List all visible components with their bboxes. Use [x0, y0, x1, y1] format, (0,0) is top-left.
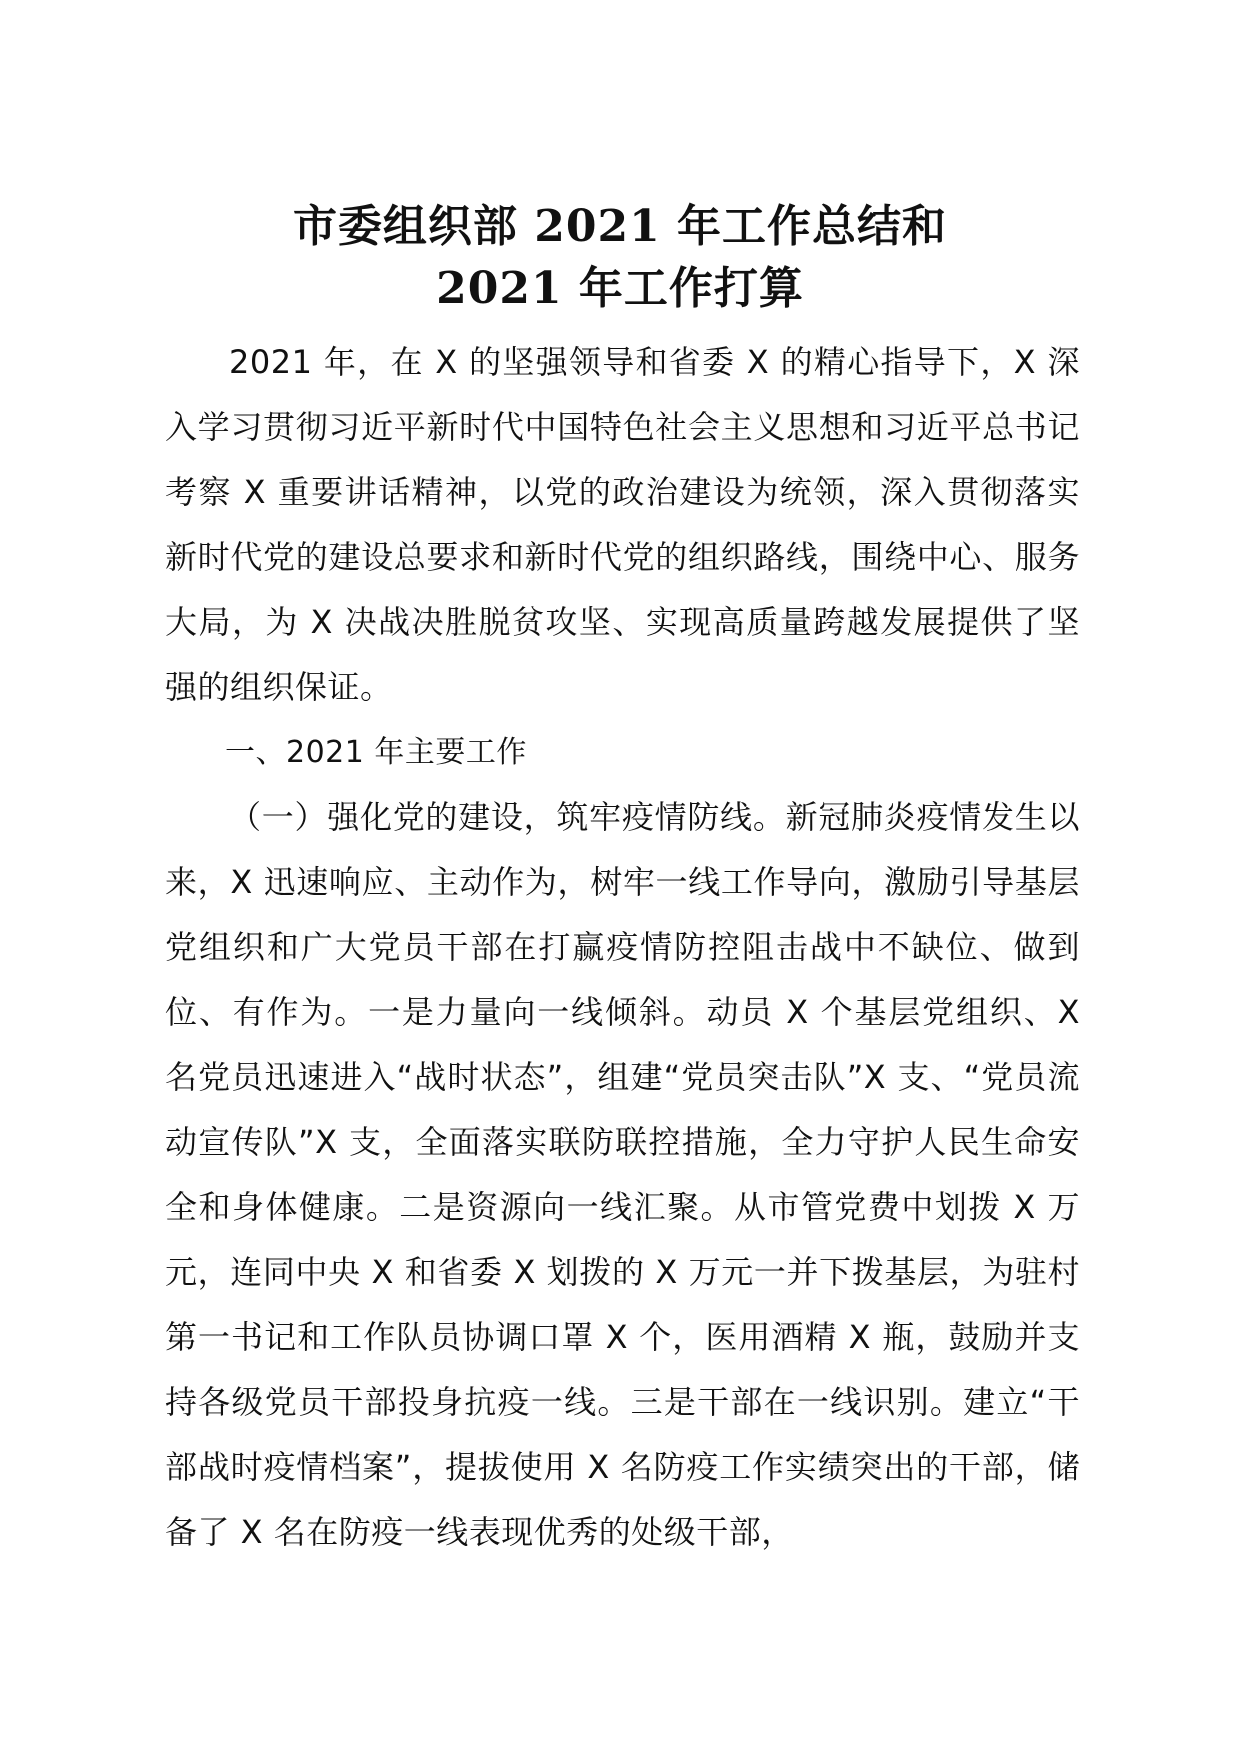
section-heading: 一、2021 年主要工作	[225, 735, 527, 770]
intro-paragraph: 2021 年，在 X 的坚强领导和省委 X 的精心指导下，X 深入学习贯彻习近平新时代中国特色社会主义思想和习近平总书记考察 X 重要讲话精神，以党的政治建设为统领，深入贯彻落实新时代党的建设总要求和新时代党的组织路线，围绕中心、服务大局，为 X 决战决胜脱贫攻坚、实现高质量跨越发展提供了坚强的组织保证。	[165, 343, 1080, 706]
title-line-2: 2021 年工作打算	[436, 263, 804, 314]
title-line-1: 市委组织部 2021 年工作总结和	[292, 201, 948, 252]
section-paragraph: （一）强化党的建设，筑牢疫情防线。新冠肺炎疫情发生以来，X 迅速响应、主动作为，树牢一线工作导向，激励引导基层党组织和广大党员干部在打赢疫情防控阻击战中不缺位、做到位、有作为。一是力量向一线倾斜。动员 X 个基层党组织、X 名党员迅速进入“战时状态”，组建“党员突击队”X 支、“党员流动宣传队”X 支，全面落实联防联控措施，全力守护人民生命安全和身体健康。二是资源向一线汇聚。从市管党费中划拨 X 万元，连同中央 X 和省委 X 划拨的 X 万元一并下拨基层，为驻村第一书记和工作队员协调口罩 X 个，医用酒精 X 瓶，鼓励并支持各级党员干部投身抗疫一线。三是干部在一线识别。建立“干部战时疫情档案”，提拔使用 X 名防疫工作实绩突出的干部，储备了 X 名在防疫一线表现优秀的处级干部，	[165, 798, 1080, 1551]
document-title	[0, 196, 1240, 320]
document-body	[165, 330, 1080, 1565]
